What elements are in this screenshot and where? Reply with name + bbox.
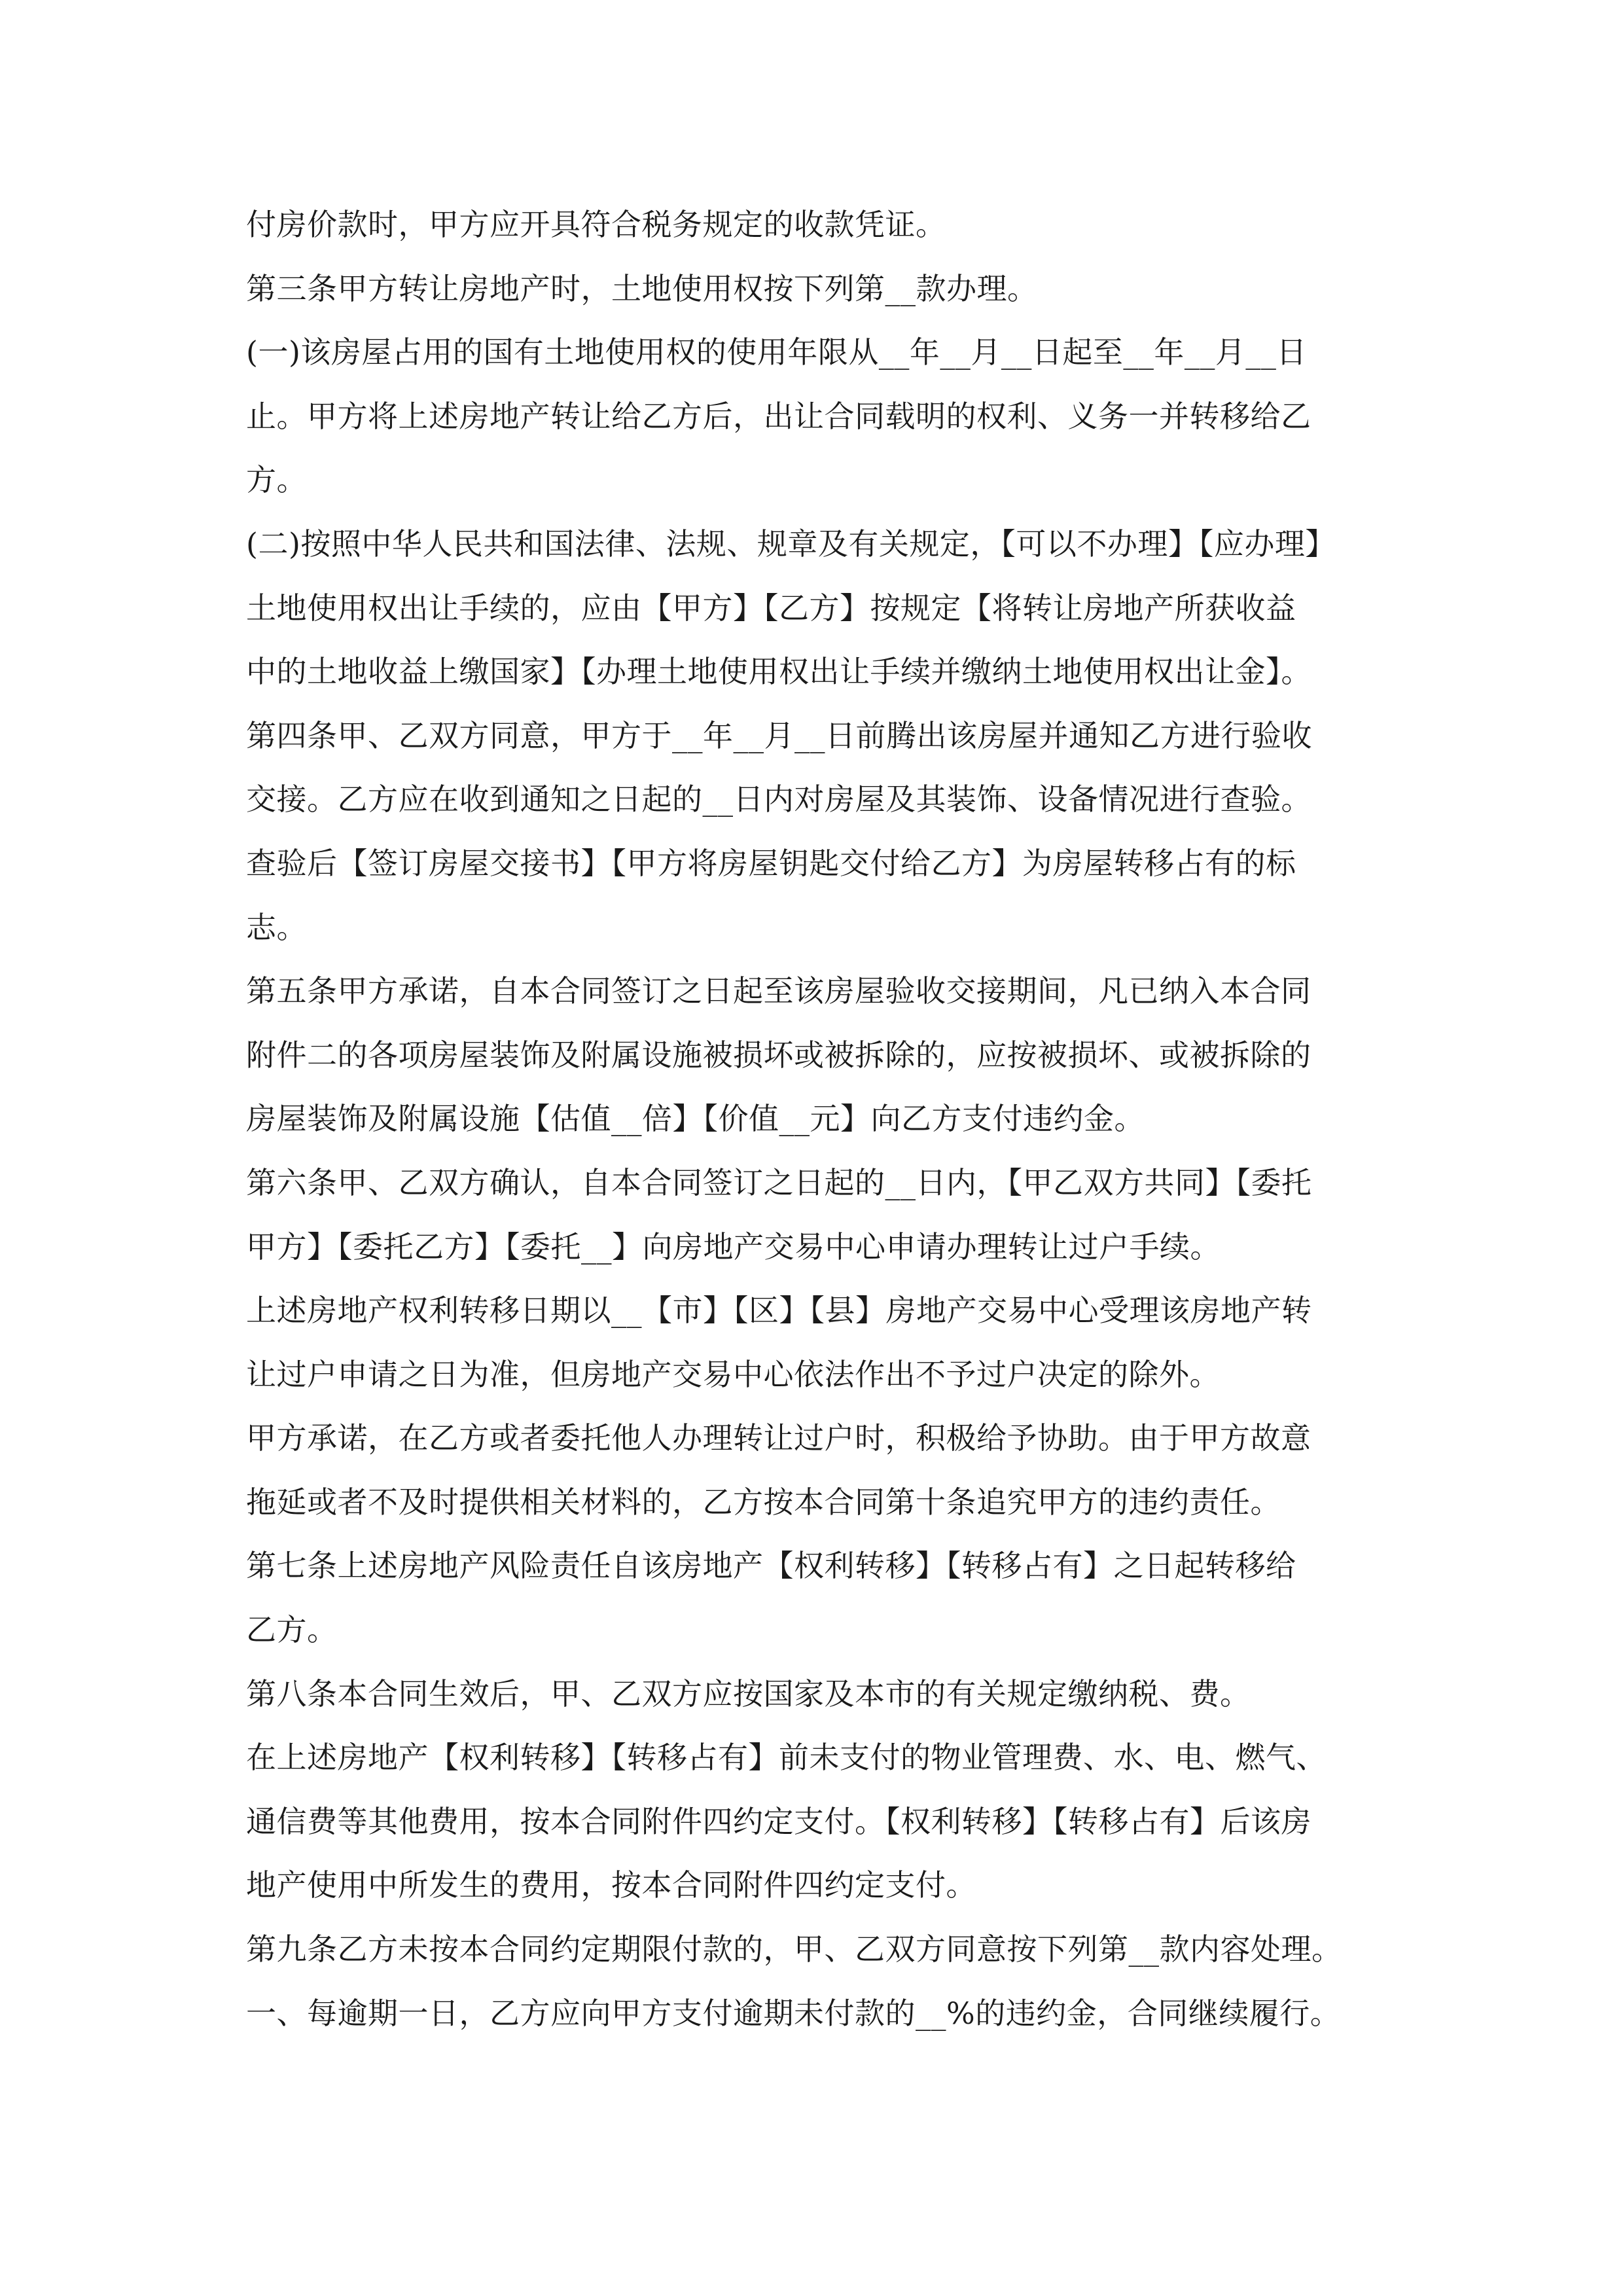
text-line: 中的土地收益上缴国家】【办理土地使用权出让手续并缴纳土地使用权出让金】。 bbox=[246, 654, 1311, 690]
text-line: 让过户申请之日为准，但房地产交易中心依法作出不予过户决定的除外。 bbox=[246, 1356, 1220, 1392]
text-line: 乙方。 bbox=[246, 1612, 338, 1648]
text-line: 在上述房地产【权利转移】【转移占有】前未支付的物业管理费、水、电、燃气、 bbox=[246, 1740, 1327, 1776]
text-line: 拖延或者不及时提供相关材料的，乙方按本合同第十条追究甲方的违约责任。 bbox=[246, 1484, 1281, 1520]
text-line: 方。 bbox=[246, 462, 307, 498]
text-line: 通信费等其他费用，按本合同附件四约定支付。【权利转移】【转移占有】后该房 bbox=[246, 1803, 1311, 1839]
text-line: 查验后【签订房屋交接书】【甲方将房屋钥匙交付给乙方】为房屋转移占有的标 bbox=[246, 845, 1296, 881]
text-line: 第六条甲、乙双方确认，自本合同签订之日起的__日内，【甲乙双方共同】【委托 bbox=[246, 1164, 1312, 1200]
text-line: 第八条本合同生效后，甲、乙双方应按国家及本市的有关规定缴纳税、费。 bbox=[246, 1676, 1251, 1712]
text-line: 附件二的各项房屋装饰及附属设施被损坏或被拆除的，应按被损坏、或被拆除的 bbox=[246, 1037, 1311, 1073]
text-line: 第九条乙方未按本合同约定期限付款的，甲、乙双方同意按下列第__款内容处理。 bbox=[246, 1931, 1342, 1967]
text-line: 第四条甲、乙双方同意，甲方于__年__月__日前腾出该房屋并通知乙方进行验收 bbox=[246, 717, 1312, 753]
text-line: 志。 bbox=[246, 909, 307, 945]
text-line: 止。甲方将上述房地产转让给乙方后，出让合同载明的权利、义务一并转移给乙 bbox=[246, 398, 1311, 434]
text-line: 地产使用中所发生的费用，按本合同附件四约定支付。 bbox=[246, 1867, 976, 1903]
text-line: (一)该房屋占用的国有土地使用权的使用年限从__年__月__日起至__年__月__日 bbox=[246, 334, 1307, 370]
text-line: 房屋装饰及附属设施【估值__倍】【价值__元】向乙方支付违约金。 bbox=[246, 1101, 1145, 1137]
text-line: 第七条上述房地产风险责任自该房地产【权利转移】【转移占有】之日起转移给 bbox=[246, 1548, 1296, 1584]
text-line: 甲方承诺，在乙方或者委托他人办理转让过户时，积极给予协助。由于甲方故意 bbox=[246, 1420, 1311, 1456]
text-line: 甲方】【委托乙方】【委托__】向房地产交易中心申请办理转让过户手续。 bbox=[246, 1229, 1221, 1265]
text-line: (二)按照中华人民共和国法律、法规、规章及有关规定，【可以不办理】【应办理】 bbox=[246, 526, 1336, 562]
text-line: 交接。乙方应在收到通知之日起的__日内对房屋及其装饰、设备情况进行查验。 bbox=[246, 781, 1311, 817]
text-line: 第三条甲方转让房地产时，土地使用权按下列第__款办理。 bbox=[246, 270, 1038, 306]
text-line: 上述房地产权利转移日期以__【市】【区】【县】房地产交易中心受理该房地产转 bbox=[246, 1293, 1312, 1329]
text-line: 第五条甲方承诺，自本合同签订之日起至该房屋验收交接期间，凡已纳入本合同 bbox=[246, 973, 1311, 1009]
text-line: 土地使用权出让手续的，应由【甲方】【乙方】按规定【将转让房地产所获收益 bbox=[246, 590, 1296, 626]
document-body bbox=[246, 193, 1398, 2045]
text-line: 一、每逾期一日，乙方应向甲方支付逾期未付款的__%的违约金，合同继续履行。 bbox=[246, 1995, 1341, 2031]
text-line: 付房价款时，甲方应开具符合税务规定的收款凭证。 bbox=[246, 207, 946, 242]
